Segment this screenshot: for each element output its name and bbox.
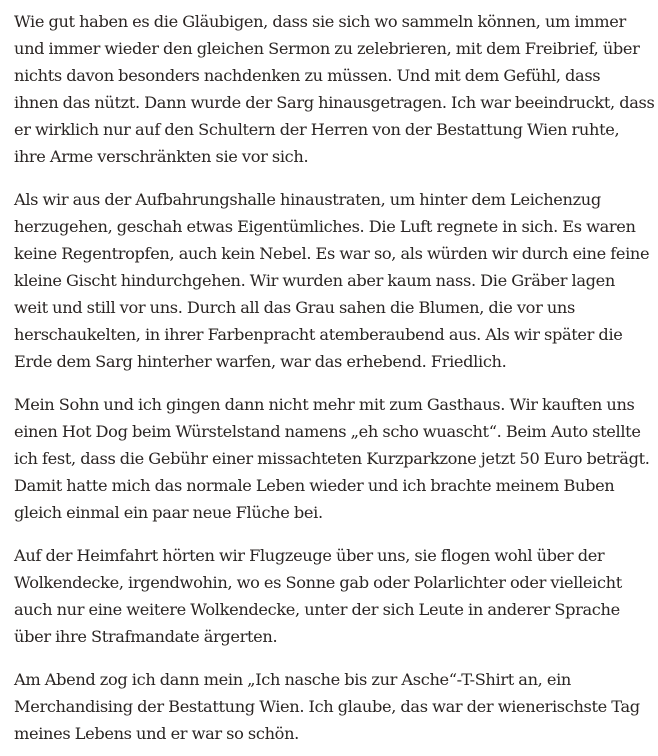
text-line: nichts davon besonders nachdenken zu müssen. Und mit dem Gefühl, dass bbox=[14, 66, 601, 85]
paragraph-1 bbox=[14, 8, 655, 170]
text-line: er wirklich nur auf den Schultern der Herren von der Bestattung Wien ruhte, bbox=[14, 120, 620, 139]
paragraph-3 bbox=[14, 391, 650, 526]
text-line: herschaukelten, in ihrer Farbenpracht atemberaubend aus. Als wir später die bbox=[14, 325, 623, 344]
text-line: kleine Gischt hindurchgehen. Wir wurden aber kaum nass. Die Gräber lagen bbox=[14, 271, 615, 290]
text-line: gleich einmal ein paar neue Flüche bei. bbox=[14, 503, 323, 522]
text-line: Wolkendecke, irgendwohin, wo es Sonne gab oder Polarlichter oder vielleicht bbox=[14, 573, 622, 592]
text-line: auch nur eine weitere Wolkendecke, unter der sich Leute in anderer Sprache bbox=[14, 600, 620, 619]
text-line: Auf der Heimfahrt hörten wir Flugzeuge über uns, sie flogen wohl über der bbox=[14, 546, 605, 565]
paragraph-4 bbox=[14, 542, 644, 650]
text-line: Am Abend zog ich dann mein „Ich nasche bis zur Asche“-T-Shirt an, ein bbox=[14, 670, 571, 689]
text-line: Erde dem Sarg hinterher warfen, war das erhebend. Friedlich. bbox=[14, 352, 507, 371]
text-line: Wie gut haben es die Gläubigen, dass sie sich wo sammeln können, um immer bbox=[14, 12, 626, 31]
text-line: meines Lebens und er war so schön. bbox=[14, 724, 299, 743]
text-line: Als wir aus der Aufbahrungshalle hinaustraten, um hinter dem Leichenzug bbox=[14, 190, 601, 209]
text-line: und immer wieder den gleichen Sermon zu zelebrieren, mit dem Freibrief, über bbox=[14, 39, 640, 58]
paragraph-5 bbox=[14, 666, 644, 747]
text-line: einen Hot Dog beim Würstelstand namens „eh scho wuascht“. Beim Auto stellte bbox=[14, 422, 641, 441]
text-line: ich fest, dass die Gebühr einer missachteten Kurzparkzone jetzt 50 Euro beträgt. bbox=[14, 449, 650, 468]
text-line: herzugehen, geschah etwas Eigentümliches. Die Luft regnete in sich. Es waren bbox=[14, 217, 636, 236]
text-line: Damit hatte mich das normale Leben wieder und ich brachte meinem Buben bbox=[14, 476, 615, 495]
text-line: ihnen das nützt. Dann wurde der Sarg hinausgetragen. Ich war beeindruckt, dass bbox=[14, 93, 655, 112]
text-line: Mein Sohn und ich gingen dann nicht mehr mit zum Gasthaus. Wir kauften uns bbox=[14, 395, 635, 414]
text-line: ihre Arme verschränkten sie vor sich. bbox=[14, 147, 309, 166]
text-line: keine Regentropfen, auch kein Nebel. Es war so, als würden wir durch eine feine bbox=[14, 244, 650, 263]
text-line: Merchandising der Bestattung Wien. Ich glaube, das war der wienerischste Tag bbox=[14, 697, 640, 716]
paragraph-2 bbox=[14, 186, 650, 375]
text-line: weit und still vor uns. Durch all das Grau sahen die Blumen, die vor uns bbox=[14, 298, 575, 317]
text-line: über ihre Strafmandate ärgerten. bbox=[14, 627, 278, 646]
